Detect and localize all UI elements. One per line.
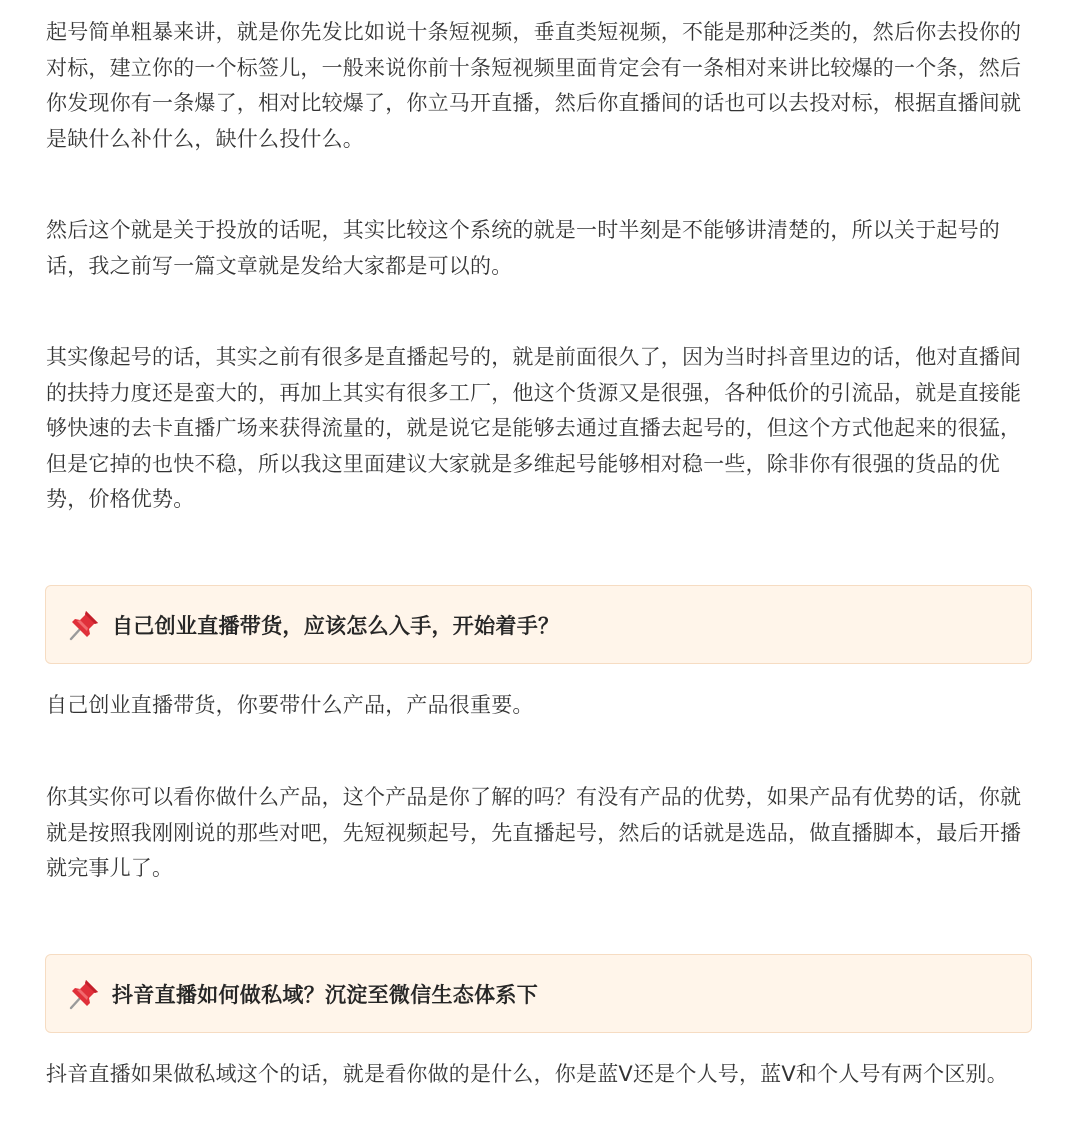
callout-title: 自己创业直播带货，应该怎么入手，开始着手？ bbox=[112, 613, 560, 638]
paragraph-6: 抖音直播如果做私域这个的话，就是看你做的是什么，你是蓝V还是个人号，蓝V和个人号有两个区别。 bbox=[46, 1062, 1008, 1086]
paragraph-4: 自己创业直播带货，你要带什么产品，产品很重要。 bbox=[46, 693, 534, 717]
pushpin-icon bbox=[68, 978, 100, 1010]
callout-heading-2 bbox=[45, 954, 1032, 1033]
callout-heading-1 bbox=[45, 585, 1032, 664]
paragraph-3: 其实像起号的话，其实之前有很多是直播起号的，就是前面很久了，因为当时抖音里边的话，他对直播间的扶持力度还是蛮大的，再加上其实有很多工厂，他这个货源又是很强，各种低价的引流品，就是直接能够快速的去卡直播广场来获得流量的，就是说它是能够去通过直播去起号的，但这个方式他起来的很猛，但是它掉的也快不稳，所以我这里面建议大家就是多维起号能够相对稳一些，除非你有很强的货品的优势，价格优势。 bbox=[46, 345, 1022, 511]
pushpin-icon bbox=[68, 609, 100, 641]
paragraph-1: 起号简单粗暴来讲，就是你先发比如说十条短视频，垂直类短视频，不能是那种泛类的，然后你去投你的对标，建立你的一个标签儿，一般来说你前十条短视频里面肯定会有一条相对来讲比较爆的一个条，然后你发现你有一条爆了，相对比较爆了，你立马开直播，然后你直播间的话也可以去投对标，根据直播间就是缺什么补什么，缺什么投什么。 bbox=[46, 20, 1022, 151]
paragraph-2: 然后这个就是关于投放的话呢，其实比较这个系统的就是一时半刻是不能够讲清楚的，所以关于起号的话，我之前写一篇文章就是发给大家都是可以的。 bbox=[46, 218, 1000, 278]
paragraph-5: 你其实你可以看你做什么产品，这个产品是你了解的吗？有没有产品的优势，如果产品有优势的话，你就就是按照我刚刚说的那些对吧，先短视频起号，先直播起号，然后的话就是选品，做直播脚本，最后开播就完事儿了。 bbox=[46, 785, 1022, 880]
callout-title: 抖音直播如何做私域？沉淀至微信生态体系下 bbox=[112, 982, 538, 1007]
